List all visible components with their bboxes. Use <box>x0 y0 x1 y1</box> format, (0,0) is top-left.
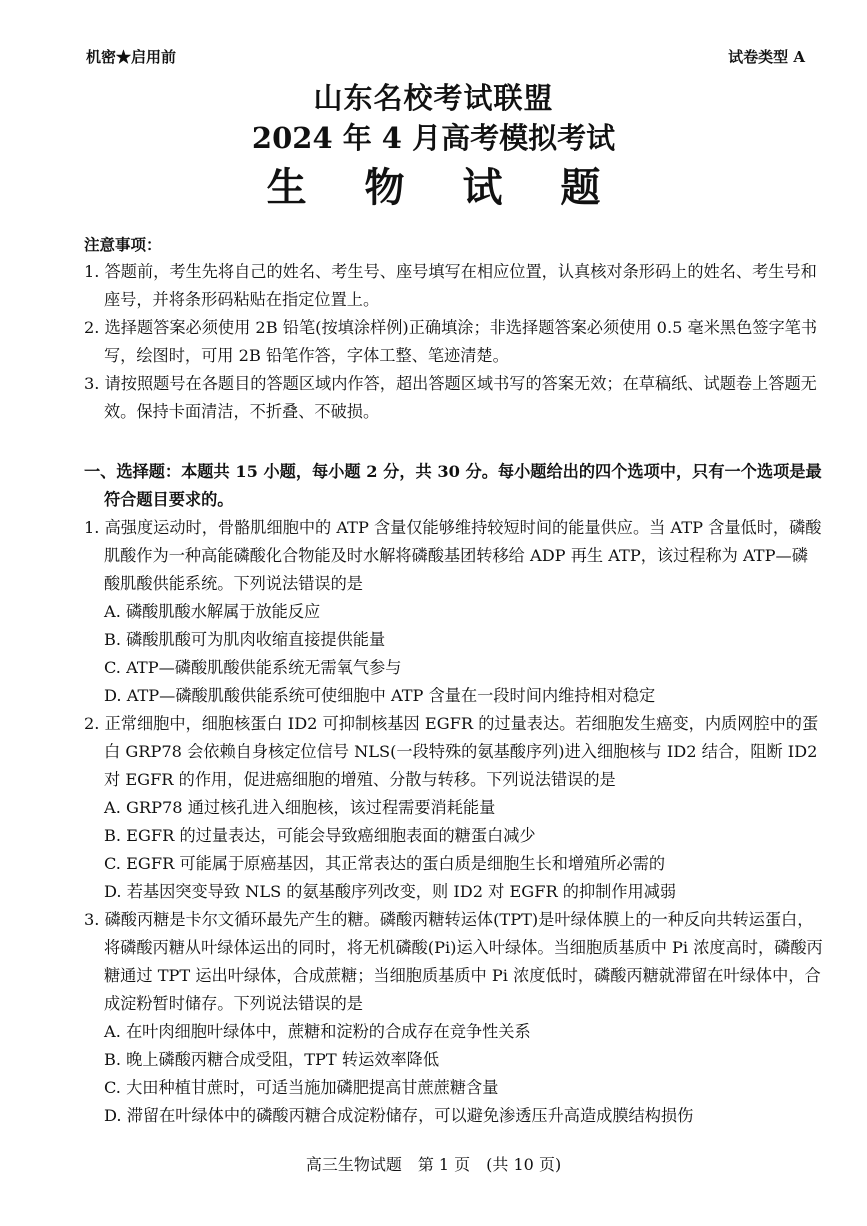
notice-heading: 注意事项： <box>84 235 162 254</box>
option-a: A. 在叶肉细胞叶绿体中，蔗糖和淀粉的合成存在竞争性关系 <box>104 1022 531 1041</box>
option-b: B. EGFR 的过量表达，可能会导致癌细胞表面的糖蛋白减少 <box>104 826 536 845</box>
notice-item: 2. 选择题答案必须使用 2B 铅笔(按填涂样例)正确填涂；非选择题答案必须使用 0.5 毫米黑色签字笔书写，绘图时，可用 2B 铅笔作答，字体工整、笔迹清楚。 <box>84 318 818 365</box>
page-footer: 高三生物试题 第 1 页 (共 10 页) <box>305 1155 562 1174</box>
option-a: A. 磷酸肌酸水解属于放能反应 <box>104 602 321 621</box>
option-d: D. 滞留在叶绿体中的磷酸丙糖合成淀粉储存，可以避免渗透压升高造成膜结构损伤 <box>104 1106 694 1125</box>
option-b: B. 晚上磷酸丙糖合成受阻，TPT 转运效率降低 <box>104 1050 440 1069</box>
question-1 <box>84 514 824 710</box>
notice-item: 1. 答题前，考生先将自己的姓名、考生号、座号填写在相应位置，认真核对条形码上的姓名、考生号和座号，并将条形码粘贴在指定位置上。 <box>84 262 817 309</box>
exam-union-title: 山东名校考试联盟 <box>313 81 554 115</box>
option-c: C. ATP—磷酸肌酸供能系统无需氧气参与 <box>104 658 402 677</box>
notice-block <box>84 232 824 426</box>
section-heading: 一、选择题：本题共 15 小题，每小题 2 分，共 30 分。每小题给出的四个选项中，只有一个选项是最符合题目要求的。 <box>84 462 822 509</box>
subject-title: 生 物 试 题 <box>266 164 623 211</box>
question-stem: 1. 高强度运动时，骨骼肌细胞中的 ATP 含量仅能够维持较短时间的能量供应。当 ATP 含量低时，磷酸肌酸作为一种高能磷酸化合物能及时水解将磷酸基团转移给 ADP 再生 ATP，该过程称为 ATP—磷酸肌酸供能系统。下列说法错误的是 <box>84 518 822 593</box>
paper-type-label: 试卷类型 A <box>728 48 805 66</box>
exam-date-title: 2024 年 4 月高考模拟考试 <box>251 121 616 155</box>
confidential-label: 机密★启用前 <box>86 48 177 66</box>
question-stem: 3. 磷酸丙糖是卡尔文循环最先产生的糖。磷酸丙糖转运体(TPT)是叶绿体膜上的一种反向共转运蛋白，将磷酸丙糖从叶绿体运出的同时，将无机磷酸(Pi)运入叶绿体。当细胞质基质中 Pi 浓度高时，磷酸丙糖通过 TPT 运出叶绿体，合成蔗糖；当细胞质基质中 Pi 浓度低时，磷酸丙糖就滞留在叶绿体中，合成淀粉暂时储存。下列说法错误的是 <box>84 910 823 1013</box>
option-c: C. 大田种植甘蔗时，可适当施加磷肥提高甘蔗蔗糖含量 <box>104 1078 499 1097</box>
option-b: B. 磷酸肌酸可为肌肉收缩直接提供能量 <box>104 630 386 649</box>
question-3 <box>84 906 824 1130</box>
multiple-choice-section <box>84 458 824 1130</box>
option-c: C. EGFR 可能属于原癌基因，其正常表达的蛋白质是细胞生长和增殖所必需的 <box>104 854 666 873</box>
question-stem: 2. 正常细胞中，细胞核蛋白 ID2 可抑制核基因 EGFR 的过量表达。若细胞发生癌变，内质网腔中的蛋白 GRP78 会依赖自身核定位信号 NLS(一段特殊的氨基酸序列)进入细胞核与 ID2 结合，阻断 ID2 对 EGFR 的作用，促进癌细胞的增殖、分散与转移。下列说法错误的是 <box>84 714 819 789</box>
question-2 <box>84 710 824 906</box>
notice-item: 3. 请按照题号在各题目的答题区域内作答，超出答题区域书写的答案无效；在草稿纸、试题卷上答题无效。保持卡面清洁，不折叠、不破损。 <box>84 374 817 421</box>
option-d: D. 若基因突变导致 NLS 的氨基酸序列改变，则 ID2 对 EGFR 的抑制作用减弱 <box>104 882 677 901</box>
option-a: A. GRP78 通过核孔进入细胞核，该过程需要消耗能量 <box>104 798 496 817</box>
option-d: D. ATP—磷酸肌酸供能系统可使细胞中 ATP 含量在一段时间内维持相对稳定 <box>104 686 656 705</box>
